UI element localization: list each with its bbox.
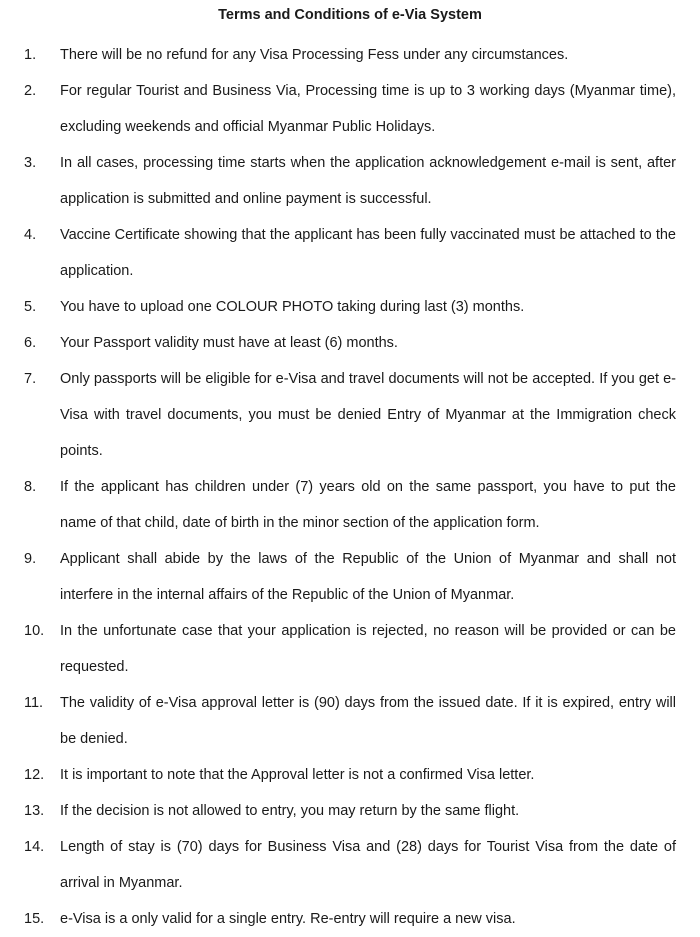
term-number: 5. (24, 299, 37, 315)
term-item-15 (0, 901, 700, 937)
term-number: 13. (24, 803, 45, 819)
terms-list (0, 37, 700, 937)
term-item-5 (0, 289, 700, 325)
document-title: Terms and Conditions of e-Via System (218, 7, 482, 23)
term-text: Length of stay is (70) days for Business Visa and (28) days for Tourist Visa from the date of arrival in Myanmar. (60, 839, 676, 891)
term-item-1 (0, 37, 700, 73)
term-text: Only passports will be eligible for e-Visa and travel documents will not be accepted. If you get e-Visa with travel documents, you must be denied Entry of Myanmar at the Immigration check points. (60, 371, 676, 459)
term-number: 6. (24, 335, 37, 351)
term-text: Vaccine Certificate showing that the applicant has been fully vaccinated must be attached to the application. (60, 227, 676, 279)
term-item-9 (0, 541, 700, 613)
term-item-7 (0, 361, 700, 469)
term-number: 8. (24, 479, 37, 495)
term-item-14 (0, 829, 700, 901)
term-number: 7. (24, 371, 37, 387)
term-number: 12. (24, 767, 45, 783)
term-number: 11. (24, 695, 44, 711)
term-item-8 (0, 469, 700, 541)
term-item-4 (0, 217, 700, 289)
term-number: 9. (24, 551, 37, 567)
term-number: 14. (24, 839, 45, 855)
term-text: For regular Tourist and Business Via, Processing time is up to 3 working days (Myanmar time), excluding weekends and official Myanmar Public Holidays. (60, 83, 676, 135)
term-text: Your Passport validity must have at least (6) months. (60, 335, 398, 351)
term-text: There will be no refund for any Visa Processing Fess under any circumstances. (60, 47, 569, 63)
term-text: The validity of e-Visa approval letter is (90) days from the issued date. If it is expired, entry will be denied. (60, 695, 676, 747)
term-text: It is important to note that the Approval letter is not a confirmed Visa letter. (60, 767, 535, 783)
term-number: 10. (24, 623, 45, 639)
term-item-3 (0, 145, 700, 217)
term-item-13 (0, 793, 700, 829)
term-text: In the unfortunate case that your application is rejected, no reason will be provided or can be requested. (60, 623, 676, 675)
term-text: Applicant shall abide by the laws of the Republic of the Union of Myanmar and shall not interfere in the internal affairs of the Republic of the Union of Myanmar. (60, 551, 676, 603)
term-item-2 (0, 73, 700, 145)
term-text: If the applicant has children under (7) years old on the same passport, you have to put the name of that child, date of birth in the minor section of the application form. (60, 479, 676, 531)
term-item-10 (0, 613, 700, 685)
term-text: In all cases, processing time starts when the application acknowledgement e-mail is sent, after application is submitted and online payment is successful. (60, 155, 676, 207)
term-text: If the decision is not allowed to entry, you may return by the same flight. (60, 803, 520, 819)
term-number: 2. (24, 83, 37, 99)
term-number: 15. (24, 911, 45, 927)
term-text: You have to upload one COLOUR PHOTO taking during last (3) months. (60, 299, 525, 315)
term-item-11 (0, 685, 700, 757)
term-text: e-Visa is a only valid for a single entry. Re-entry will require a new visa. (60, 911, 516, 927)
term-number: 1. (24, 47, 37, 63)
term-item-12 (0, 757, 700, 793)
term-number: 4. (24, 227, 37, 243)
term-number: 3. (24, 155, 37, 171)
term-item-6 (0, 325, 700, 361)
